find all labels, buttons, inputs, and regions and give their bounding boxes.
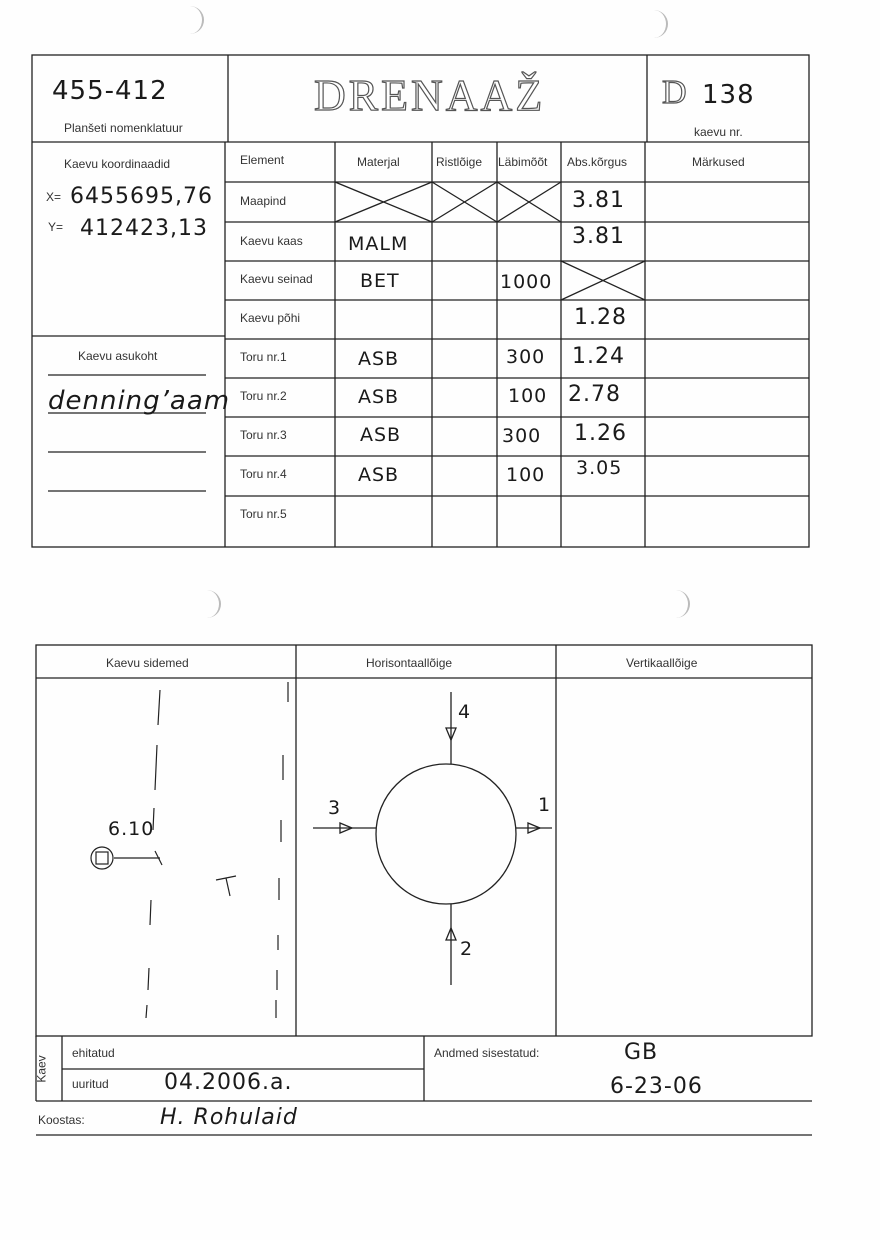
data-entered-date: 6-23-06: [610, 1074, 703, 1099]
pipe-label-4: 4: [458, 701, 472, 723]
header-diameter: Läbimõõt: [498, 155, 548, 169]
table-row-element: Kaevu kaas: [240, 234, 303, 248]
table-cell-diameter: 1000: [500, 271, 553, 293]
sheet-number: 455-412: [52, 76, 168, 106]
y-label: Y=: [48, 220, 64, 234]
header-height: Abs.kõrgus: [567, 155, 628, 169]
table-cell-height: 1.24: [572, 344, 625, 369]
table-row-element: Toru nr.2: [240, 389, 287, 403]
built-label: ehitatud: [72, 1046, 115, 1060]
footer-side-label: Kaev: [34, 1055, 49, 1083]
table-cell-material: ASB: [360, 424, 402, 446]
x-value: 6455695,76: [70, 184, 213, 209]
distance-label: 6.10: [108, 818, 155, 840]
x-label: X=: [46, 190, 62, 204]
sheet-label: Planšeti nomenklatuur: [64, 121, 183, 135]
header-material: Materjal: [357, 155, 400, 169]
compiler-label: Koostas:: [38, 1113, 85, 1127]
location-value: denning’aam: [48, 386, 231, 416]
table-cell-material: ASB: [358, 386, 400, 408]
table-row-element: Toru nr.1: [240, 350, 287, 364]
table-cell-height: 3.05: [576, 457, 623, 479]
col-header-connections: Kaevu sidemed: [106, 656, 189, 670]
pipe-label-3: 3: [328, 797, 342, 819]
col-header-vertical: Vertikaallõige: [626, 656, 698, 670]
table-cell-diameter: 100: [506, 464, 546, 486]
table-row-element: Kaevu põhi: [240, 311, 301, 325]
pipe-label-1: 1: [538, 794, 552, 816]
table-row-element: Toru nr.5: [240, 507, 287, 521]
data-entered-by: GB: [624, 1040, 659, 1065]
table-cell-diameter: 100: [508, 385, 548, 407]
compiler-signature: H. Rohulaid: [160, 1105, 298, 1130]
header-notes: Märkused: [692, 155, 745, 169]
table-cell-height: 2.78: [568, 382, 621, 407]
table-row-element: Kaevu seinad: [240, 272, 313, 286]
header-element: Element: [240, 153, 285, 167]
table-row-element: Toru nr.3: [240, 428, 287, 442]
table-cell-height: 1.28: [574, 305, 627, 330]
table-cell-diameter: 300: [502, 425, 542, 447]
table-cell-height: 3.81: [572, 224, 625, 249]
table-cell-material: MALM: [348, 233, 409, 255]
table-cell-diameter: 300: [506, 346, 546, 368]
col-header-horizontal: Horisontaallõige: [366, 656, 453, 670]
surveyed-label: uuritud: [72, 1077, 109, 1091]
well-number: 138: [702, 80, 755, 110]
table-row-element: Toru nr.4: [240, 467, 287, 481]
table-cell-material: ASB: [358, 464, 400, 486]
table-cell-material: BET: [360, 270, 400, 292]
table-row-element: Maapind: [240, 194, 287, 208]
surveyed-value: 04.2006.a.: [164, 1070, 293, 1095]
page-title: DRENAAŽ: [314, 71, 546, 120]
pipe-label-2: 2: [460, 938, 474, 960]
table-cell-height: 3.81: [572, 188, 625, 213]
header-cross: Ristlõige: [436, 155, 483, 169]
location-label: Kaevu asukoht: [78, 349, 158, 363]
table-cell-material: ASB: [358, 348, 400, 370]
well-label: kaevu nr.: [694, 125, 743, 139]
table-cell-height: 1.26: [574, 421, 627, 446]
well-prefix: D: [662, 74, 690, 111]
data-entered-label: Andmed sisestatud:: [434, 1046, 540, 1060]
coords-label: Kaevu koordinaadid: [64, 157, 171, 171]
y-value: 412423,13: [80, 216, 208, 241]
